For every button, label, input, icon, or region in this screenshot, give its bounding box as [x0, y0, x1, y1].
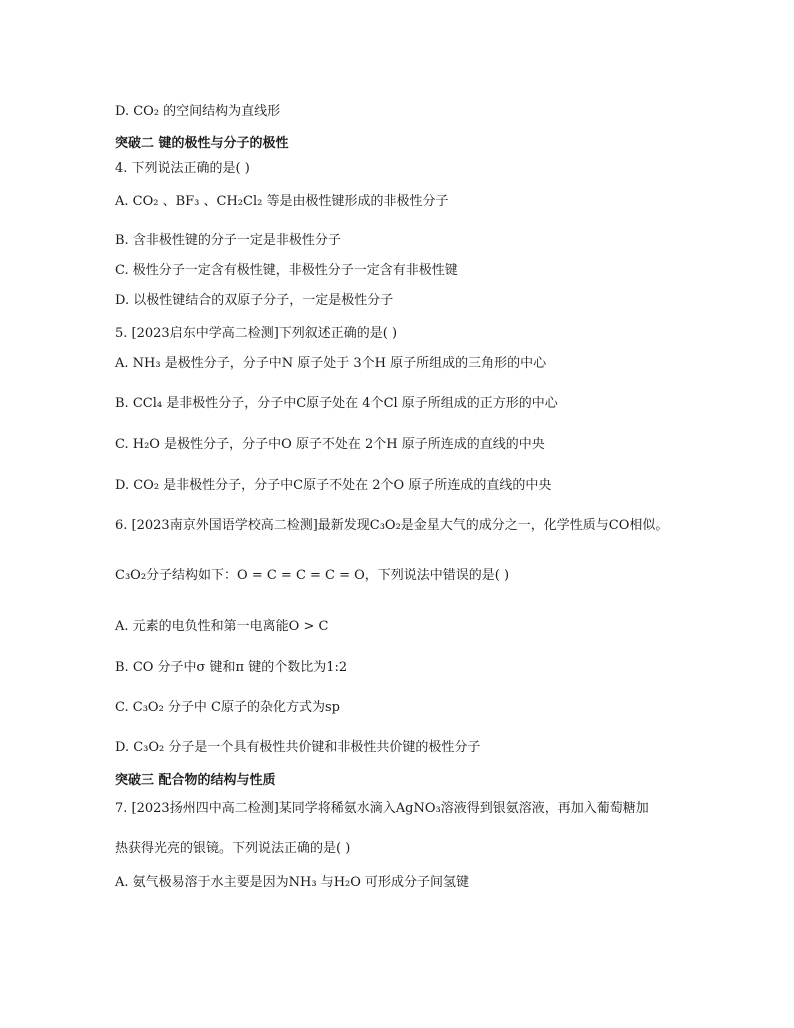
question-4-stem: 4. 下列说法正确的是( ) [115, 161, 250, 176]
option-6b: B. CO 分子中σ 键和π 键的个数比为1:2 [115, 660, 348, 675]
option-4a: A. CO₂ 、BF₃ 、CH₂Cl₂ 等是由极性键形成的非极性分子 [115, 194, 449, 209]
option-4d: D. 以极性键结合的双原子分子，一定是极性分子 [115, 293, 394, 308]
option-6a: A. 元素的电负性和第一电离能O > C [115, 619, 329, 634]
question-5-stem: 5. [2023启东中学高二检测]下列叙述正确的是( ) [115, 326, 398, 341]
option-3d: D. CO₂ 的空间结构为直线形 [115, 104, 281, 119]
option-5c: C. H₂O 是极性分子，分子中O 原子不处在 2个H 原子所连成的直线的中央 [115, 437, 545, 452]
question-6-structure: C₃O₂分子结构如下：O = C = C = C = O，下列说法中错误的是( ) [115, 568, 510, 583]
option-5a: A. NH₃ 是极性分子，分子中N 原子处于 3个H 原子所组成的三角形的中心 [115, 356, 547, 371]
section-heading-3: 突破三 配合物的结构与性质 [115, 773, 276, 788]
option-4c: C. 极性分子一定含有极性键，非极性分子一定含有非极性键 [115, 263, 458, 278]
option-4b: B. 含非极性键的分子一定是非极性分子 [115, 233, 341, 248]
question-7-stem: 7. [2023扬州四中高二检测]某同学将稀氨水滴入AgNO₃溶液得到银氨溶液，再加入葡萄糖加 [115, 801, 649, 816]
option-6c: C. C₃O₂ 分子中 C原子的杂化方式为sp [115, 700, 340, 715]
option-6d: D. C₃O₂ 分子是一个具有极性共价键和非极性共价键的极性分子 [115, 740, 481, 755]
section-heading-2: 突破二 键的极性与分子的极性 [115, 136, 289, 151]
question-7-stem-continued: 热获得光亮的银镜。下列说法正确的是( ) [115, 841, 351, 856]
option-7a: A. 氨气极易溶于水主要是因为NH₃ 与H₂O 可形成分子间氢键 [115, 875, 470, 890]
question-6-stem: 6. [2023南京外国语学校高二检测]最新发现C₃O₂是金星大气的成分之一，化学性质与CO相似。 [115, 518, 669, 533]
option-5b: B. CCl₄ 是非极性分子，分子中C原子处在 4个Cl 原子所组成的正方形的中心 [115, 396, 558, 411]
option-5d: D. CO₂ 是非极性分子，分子中C原子不处在 2个O 原子所连成的直线的中央 [115, 478, 552, 493]
